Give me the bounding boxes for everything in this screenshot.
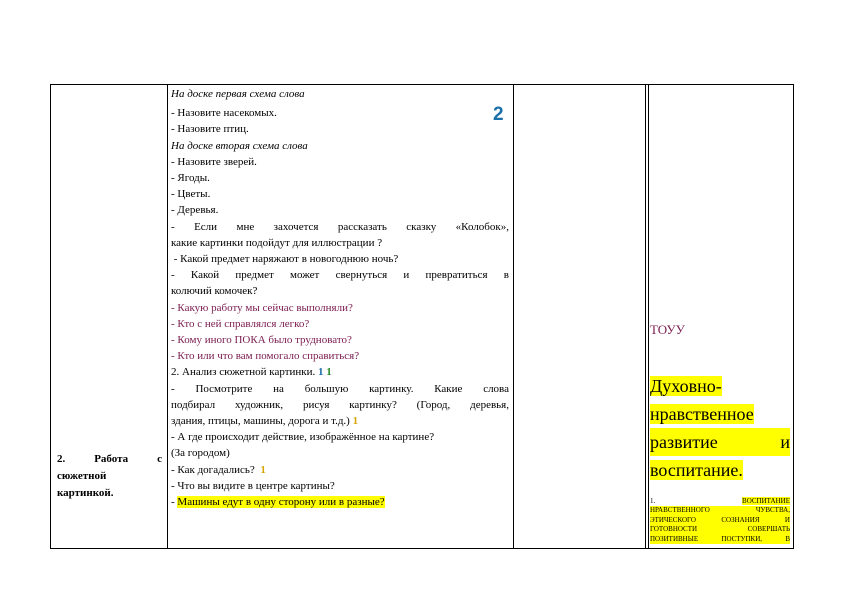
stage-line: сюжетной [57,470,107,482]
direction-text: Духовно- [650,376,722,396]
direction-text: нравственное [650,404,754,424]
stage-line: 2. Работа с [57,453,163,465]
column-divider [513,84,514,549]
question: - Назовите птиц. [171,123,249,136]
column-divider [645,84,646,549]
column-divider [648,84,649,549]
board-note: На доске первая схема слова [171,88,305,100]
stage-line: картинкой. [57,487,114,499]
stage-title [57,451,162,502]
question: колючий комочек? [171,285,258,298]
reflection-question: - Кто с ней справлялся легко? [171,317,310,330]
question: - Машины едут в одну сторону или в разные? [171,496,385,509]
score-mark: 1 [326,366,332,379]
education-direction [650,372,790,484]
reflection-question: - Кто или что вам помогало справиться? [171,350,360,363]
reflection-question: - Какую работу мы сейчас выполняли? [171,301,353,314]
column-divider [167,84,168,549]
goal-line: 1. ВОСПИТАНИЕ [650,497,790,505]
direction-text: воспитание. [650,460,743,480]
goal-line: ЭТИЧЕСКОГО СОЗНАНИЯ И [650,515,790,524]
reflection-question: - Кому иного ПОКА было трудновато? [171,334,352,347]
direction-text: развитие и [650,428,790,456]
board-note: На доске вторая схема слова [171,139,308,152]
toyu-label: ТОУУ [650,322,685,337]
question: - Ягоды. [171,172,210,185]
question: - Назовите насекомых. [171,107,277,120]
goal-line: НРАВСТВЕННОГО ЧУВСТВА, [650,506,790,515]
question: какие картинки подойдут для иллюстрации ? [171,236,383,249]
question: - Если мне захочется рассказать сказку «Колобок», [171,220,509,233]
question: - Что вы видите в центре картины? [171,479,335,492]
question: - Какой предмет может свернуться и превратиться в [171,269,509,282]
score-mark: 1 [260,463,266,476]
section-heading: 2. Анализ сюжетной картинки. 1 1 [171,366,332,379]
highlighted-question: Машины едут в одну сторону или в разные? [177,496,385,509]
question: - А где происходит действие, изображённое на картине? [171,431,435,444]
goal-line: ПОЗИТИВНЫЕ ПОСТУПКИ, В [650,534,790,543]
question: - Деревья. [171,204,219,217]
activity-cell [171,86,509,546]
question: здания, птицы, машины, дорога и т.д.) 1 [171,415,359,428]
question: - Как догадались? 1 [171,463,266,476]
goal-line: ГОТОВНОСТИ СОВЕРШАТЬ [650,525,790,534]
question: - Цветы. [171,188,211,201]
question: - Посмотрите на большую картинку. Какие слова [171,382,509,395]
score-mark: 1 [352,415,359,428]
upbringing-goals [650,497,790,544]
score-mark: 1 [318,366,324,379]
question: - Назовите зверей. [171,155,257,168]
number-badge: 2 [493,104,504,125]
answer: (За городом) [171,447,230,460]
question: - Какой предмет наряжают в новогоднюю ночь? [171,253,399,266]
question: подбирал художник, рисуя картинку? (Город, деревья, [171,398,509,411]
